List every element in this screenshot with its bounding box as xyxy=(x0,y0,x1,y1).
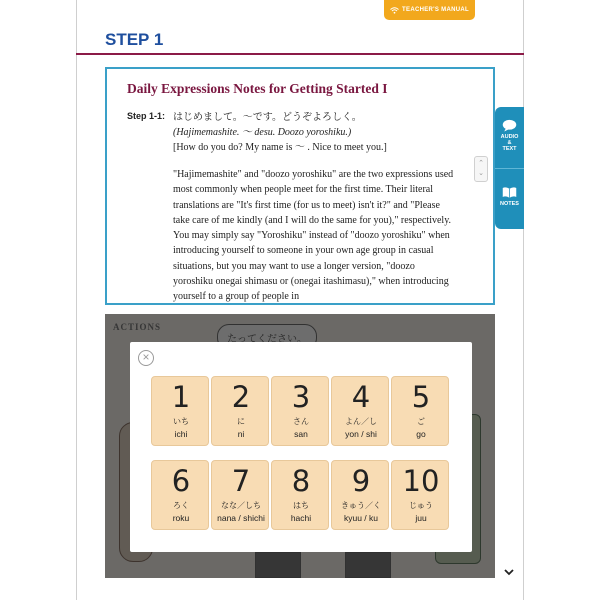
close-button[interactable] xyxy=(138,350,154,366)
notes-label: NOTES xyxy=(500,201,519,207)
chevron-down-icon[interactable] xyxy=(503,566,515,578)
number-card-5[interactable] xyxy=(391,376,449,446)
number-kana: きゅう／く xyxy=(341,501,381,510)
number-kana: じゅう xyxy=(409,501,433,510)
number-digit: 5 xyxy=(411,380,431,414)
number-digit: 3 xyxy=(291,380,311,414)
close-icon: × xyxy=(142,350,150,364)
number-kana: ろく xyxy=(173,501,189,510)
number-digit: 7 xyxy=(231,464,251,498)
audio-label-2: & xyxy=(507,140,512,146)
number-kana: ご xyxy=(417,417,425,426)
speech-bubble-icon xyxy=(502,119,517,132)
number-kana: はち xyxy=(293,501,309,510)
number-romaji: juu xyxy=(415,513,427,523)
chevron-up-icon[interactable]: ⌃ xyxy=(478,160,484,167)
scroll-control[interactable] xyxy=(474,156,488,182)
number-digit: 1 xyxy=(171,380,191,414)
notes-paragraph: "Hajimemashite" and "doozo yoroshiku" are the two expressions used most commonly when people meet for the first time. Their literal translations are "It's first time (for us to meet) isn't it?" and "Please take care of me kindly (and I will do the same for you)," respectively. You may simply say "Yoroshiku" instead of "doozo yoroshiku" when introducing yourself to someone in your own age group in casual situations, but you may want to use a longer version, "doozo yoroshiku onegai shimasu or (onegai itashimasu)," when introducing yourself to a group of people in xyxy=(173,169,454,303)
number-card-4[interactable] xyxy=(331,376,389,446)
page-title: STEP 1 xyxy=(105,30,164,49)
number-digit: 6 xyxy=(171,464,191,498)
audio-label-3: TEXT xyxy=(502,146,517,152)
number-romaji: nana / shichi xyxy=(217,513,265,523)
number-card-7[interactable] xyxy=(211,460,269,530)
side-tabs xyxy=(495,107,524,229)
number-romaji: yon / shi xyxy=(345,429,377,439)
phrase-english: [How do you do? My name is 〜 . Nice to meet you.] xyxy=(173,142,387,153)
number-digit: 8 xyxy=(291,464,311,498)
book-icon xyxy=(502,186,517,199)
number-kana: なな／しち xyxy=(221,501,261,510)
number-card-3[interactable] xyxy=(271,376,329,446)
number-romaji: hachi xyxy=(290,513,312,523)
chevron-down-icon[interactable]: ⌄ xyxy=(478,170,484,177)
number-card-10[interactable] xyxy=(391,460,449,530)
number-romaji: roku xyxy=(172,513,190,523)
number-kana: よん／し xyxy=(345,417,377,426)
numbers-grid xyxy=(151,376,451,532)
audio-text-tab[interactable] xyxy=(495,107,524,168)
number-romaji: kyuu / ku xyxy=(343,513,379,523)
number-romaji: go xyxy=(416,429,426,439)
number-romaji: san xyxy=(294,429,308,439)
title-divider xyxy=(76,53,524,55)
numbers-modal xyxy=(130,342,472,552)
number-kana: さん xyxy=(293,417,309,426)
notes-panel[interactable] xyxy=(105,67,495,305)
phrase-japanese: はじめまして。〜です。どうぞよろしく。 xyxy=(173,112,362,123)
phrase-block xyxy=(173,110,483,155)
wifi-icon xyxy=(390,7,399,14)
step-label: Step 1-1: xyxy=(127,111,166,121)
notes-tab[interactable] xyxy=(495,168,524,229)
number-kana: に xyxy=(237,417,245,426)
number-romaji: ichi xyxy=(174,429,188,439)
number-digit: 9 xyxy=(351,464,371,498)
phrase-romaji: (Hajimemashite. 〜 desu. Doozo yoroshiku.) xyxy=(173,127,352,138)
number-digit: 4 xyxy=(351,380,371,414)
number-romaji: ni xyxy=(237,429,245,439)
number-kana: いち xyxy=(173,417,189,426)
audio-label-1: AUDIO xyxy=(500,134,519,140)
teachers-manual-label: TEACHER'S MANUAL xyxy=(402,7,469,13)
number-card-1[interactable] xyxy=(151,376,209,446)
number-card-6[interactable] xyxy=(151,460,209,530)
number-card-2[interactable] xyxy=(211,376,269,446)
teachers-manual-tab[interactable] xyxy=(384,0,475,20)
number-digit: 2 xyxy=(231,380,251,414)
number-card-9[interactable] xyxy=(331,460,389,530)
number-card-8[interactable] xyxy=(271,460,329,530)
notes-heading: Daily Expressions Notes for Getting Started I xyxy=(127,81,388,96)
number-digit: 10 xyxy=(402,464,440,498)
